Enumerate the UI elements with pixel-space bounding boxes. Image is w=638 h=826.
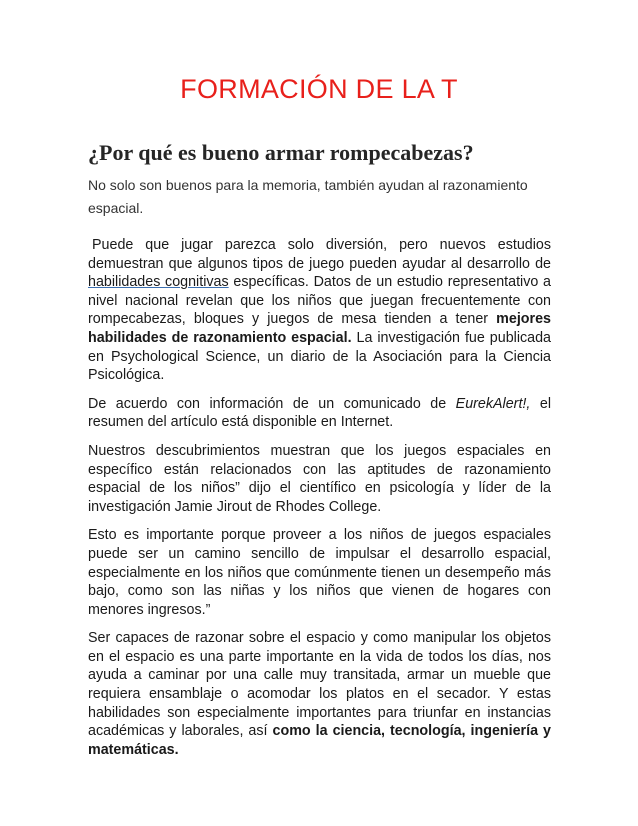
article-heading: ¿Por qué es bueno armar rompecabezas?	[88, 140, 474, 165]
paragraph-1	[88, 236, 551, 385]
document-title: FORMACIÓN DE LA T	[180, 74, 458, 104]
paragraph-1-text-b: específicas. Datos de un estudio representativo a nivel nacional revelan que los niños que juegan frecuentemente con rompecabezas, bloques y juegos de mesa tienden a tener	[88, 274, 551, 328]
eurekalert-mention: EurekAlert!,	[455, 395, 531, 412]
cognitive-skills-link[interactable]: habilidades cognitivas	[88, 274, 229, 291]
paragraph-1-text-c: La investigación fue publicada en Psychological Science, un diario de la Asociación para la Ciencia Psicológica.	[88, 329, 551, 384]
paragraph-2-text-b: el resumen del artículo está disponible en Internet.	[88, 395, 551, 431]
article-body	[88, 174, 551, 769]
paragraph-5-text-a: Ser capaces de razonar sobre el espacio y como manipular los objetos en el espacio es una parte importante en la vida de todos los días, nos ayuda a caminar por una calle muy transitada, armar un mueble que requiera ensamblaje o acomodar los platos en el secador. Y estas habilidades son especialmente importantes para triunfar en instancias académicas y laborales, así	[88, 630, 551, 740]
paragraph-1-bold: mejores habilidades de razonamiento espacial.	[88, 311, 551, 346]
paragraph-2-text-a: De acuerdo con información de un comunicado de	[88, 395, 456, 412]
paragraph-5-bold: como la ciencia, tecnología, ingeniería y matemáticas.	[88, 723, 551, 758]
paragraph-2	[88, 395, 551, 432]
paragraph-3: Nuestros descubrimientos muestran que los juegos espaciales en específico están relacionados con las aptitudes de razonamiento espacial de los niños” dijo el científico en psicología y líder de la investigación Jamie Jirout de Rhodes College.	[88, 442, 551, 515]
paragraph-1-text-a: Puede que jugar parezca solo diversión, pero nuevos estudios demuestran que algunos tipos de juego pueden ayudar al desarrollo de	[88, 237, 551, 272]
intro-text: No solo son buenos para la memoria, también ayudan al razonamiento espacial.	[88, 177, 528, 216]
paragraph-4: Esto es importante porque proveer a los niños de juegos espaciales puede ser un camino sencillo de impulsar el desarrollo espacial, especialmente en los niños que comúnmente tienen un desempeño más bajo, como son las niñas y los niños que vienen de hogares con menores ingresos.”	[88, 527, 551, 618]
paragraph-5	[88, 629, 551, 759]
